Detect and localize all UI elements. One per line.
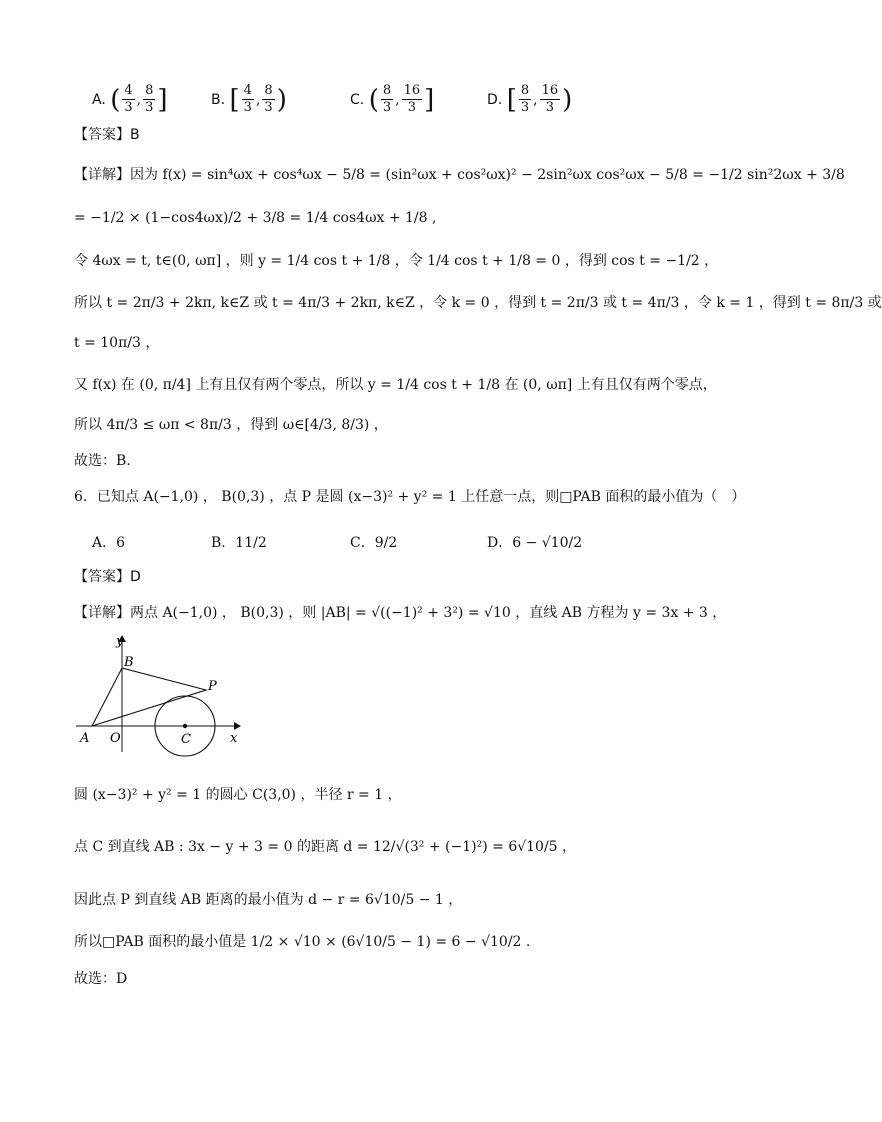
label-p: P	[208, 679, 217, 694]
label-o: O	[110, 731, 121, 746]
q5-option-b: B. [ $\frac{4}{3}$ , $\frac{8}{3}$ )	[211, 83, 287, 116]
q5-detail-line-5: t = 10π/3 ，	[74, 335, 160, 351]
q6-stem: 6．已知点 A(−1,0) ， B(0,3) ，点 P 是圆 (x−3)² + y² = 1 上任意一点，则□PAB 面积的最小值为（ ）	[74, 489, 746, 505]
q6-option-b: B．11/2	[211, 535, 267, 551]
q5-detail-line-7: 所以 4π/3 ≤ ωπ < 8π/3 ，得到 ω∈[4/3, 8/3) ，	[74, 417, 388, 433]
q6-option-c: C．9/2	[350, 535, 398, 551]
q5-option-c: C. ( $\frac{8}{3}$ , $\frac{16}{3}$ ]	[350, 83, 435, 116]
q5-option-a: A. ( $\frac{4}{3}$ , $\frac{8}{3}$ ]	[92, 83, 168, 116]
q6-option-a: A．6	[92, 535, 126, 551]
q5-detail-line-1: 【详解】因为 f(x) = sin⁴ωx + cos⁴ωx − 5/8 = (sin²ωx + cos²ωx)² − 2sin²ωx cos²ωx − 5/8 = −1/2 sin²2ωx + 3/8	[74, 167, 845, 183]
q5-detail-line-6: 又 f(x) 在 (0, π/4] 上有且仅有两个零点，所以 y = 1/4 cos t + 1/8 在 (0, ωπ] 上有且仅有两个零点，	[74, 377, 717, 393]
label-b: B	[124, 655, 134, 670]
label-x: x	[230, 731, 238, 746]
q5-option-d: D. [ $\frac{8}{3}$ , $\frac{16}{3}$ )	[487, 83, 573, 116]
label-c: C	[181, 732, 191, 747]
center-dot	[183, 724, 187, 728]
q6-answer: 【答案】D	[74, 569, 141, 585]
q5-detail-line-4: 所以 t = 2π/3 + 2kπ, k∈Z 或 t = 4π/3 + 2kπ, k∈Z ，令 k = 0 ，得到 t = 2π/3 或 t = 4π/3 ，令 k = 1 ，得到 t = 8π/3 或	[74, 295, 882, 311]
label-y: y	[116, 634, 124, 649]
q6-detail-line-3: 点 C 到直线 AB : 3x − y + 3 = 0 的距离 d = 12/√(3² + (−1)²) = 6√10/5 ，	[74, 839, 577, 855]
q6-figure	[72, 630, 252, 755]
q5-detail-line-3: 令 4ωx = t, t∈(0, ωπ] ，则 y = 1/4 cos t + 1/8 ，令 1/4 cos t + 1/8 = 0 ，得到 cos t = −1/2 ，	[74, 253, 719, 269]
label-a: A	[80, 731, 90, 746]
triangle-pab	[92, 668, 206, 726]
q6-detail-line-5: 所以□PAB 面积的最小值是 1/2 × √10 × (6√10/5 − 1) = 6 − √10/2 .	[74, 934, 531, 950]
q6-conclusion: 故选：D	[74, 971, 128, 987]
q6-option-d: D．6 − √10/2	[487, 535, 583, 551]
q6-detail-line-1: 【详解】两点 A(−1,0) ， B(0,3) ，则 |AB| = √((−1)² + 3²) = √10 ，直线 AB 方程为 y = 3x + 3 ，	[74, 605, 727, 621]
q5-detail-line-2: = −1/2 × (1−cos4ωx)/2 + 3/8 = 1/4 cos4ωx + 1/8 ,	[74, 210, 437, 226]
q6-detail-line-2: 圆 (x−3)² + y² = 1 的圆心 C(3,0) ，半径 r = 1 ，	[74, 787, 402, 803]
q5-conclusion: 故选：B.	[74, 453, 131, 469]
q6-detail-line-4: 因此点 P 到直线 AB 距离的最小值为 d − r = 6√10/5 − 1 ，	[74, 892, 463, 908]
q5-answer: 【答案】B	[74, 127, 140, 143]
